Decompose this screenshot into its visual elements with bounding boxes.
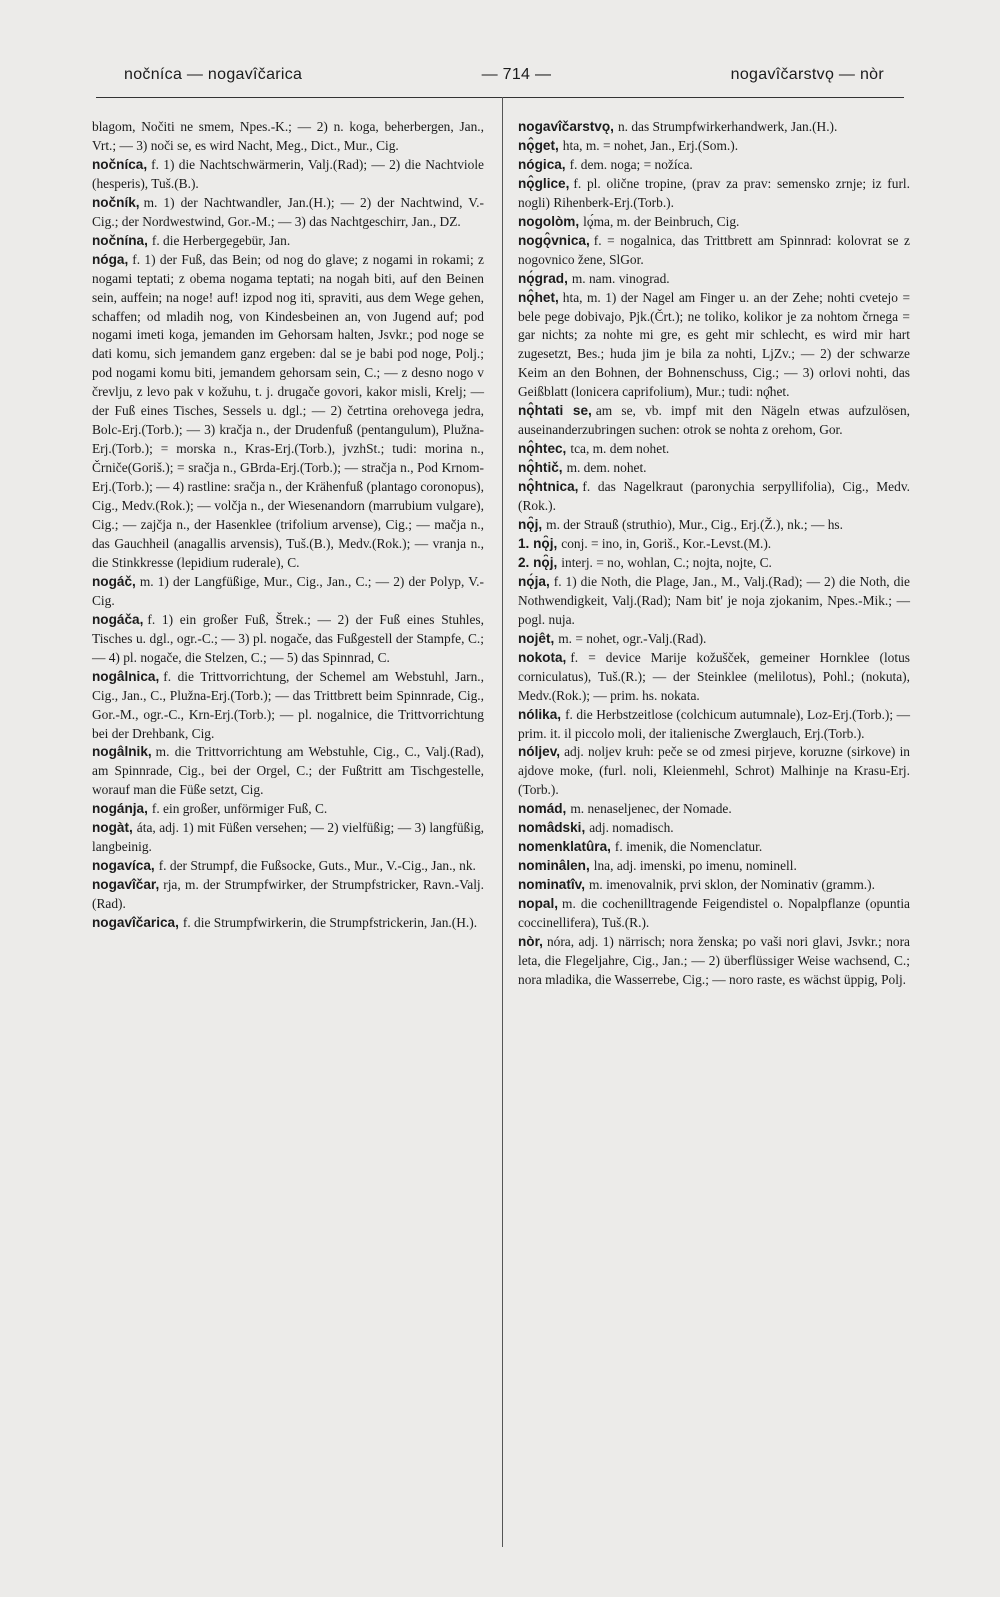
page-header bbox=[124, 60, 884, 90]
entry-headword: nomâdski, bbox=[518, 820, 586, 836]
entry-text: m. dem. nohet. bbox=[566, 460, 647, 476]
entry-headword: nólika, bbox=[518, 706, 562, 722]
entry-text: m. nenaseljenec, der Nomade. bbox=[570, 801, 732, 817]
entry-headword: nòr, bbox=[518, 933, 543, 949]
entry-headword: nopal, bbox=[518, 896, 559, 912]
entry-text: f. = device Marije kožušček, gemeiner Hornklee (lotus corniculatus), Tuš.(R.); — der Steinklee (melilotus), Pohl.; (nokuta), Medv.(Rok.); — prim. hs. nokata. bbox=[518, 649, 910, 703]
dictionary-entry bbox=[518, 459, 910, 478]
entry-headword: nominâlen, bbox=[518, 858, 590, 874]
entry-headword: nǫ̂htič, bbox=[518, 460, 563, 476]
entry-text: f. ein großer, unförmiger Fuß, C. bbox=[151, 801, 328, 817]
entry-text: m. die cochenilltragende Feigendistel o. Nopalpflanze (opuntia coccinellifera), Tuš.(R.). bbox=[518, 896, 910, 931]
entry-headword: nočnína, bbox=[92, 232, 148, 248]
entry-headword: nǫ̂get, bbox=[518, 137, 559, 153]
entry-headword: nogáč, bbox=[92, 573, 136, 589]
entry-headword: nǫ̂glice, bbox=[518, 175, 570, 191]
entry-text: f. die Trittvorrichtung, der Schemel am Webstuhl, Jarn., Cig., Jan., C., Plužna-Erj.(Torb.); — das Trittbrett beim Spinnrade, Cig., Gor.-M., ogr.-C., Krn-Erj.(Torb.); — pl. nogalnice, die Trittvorrichtung bei der Drehbank, Cig. bbox=[92, 668, 484, 741]
entry-headword: nogavíca, bbox=[92, 858, 155, 874]
dictionary-entry bbox=[92, 156, 484, 194]
dictionary-entry bbox=[92, 232, 484, 251]
dictionary-entry bbox=[518, 213, 910, 232]
entry-text: n. das Strumpfwirkerhandwerk, Jan.(H.). bbox=[617, 119, 838, 134]
entry-headword: nogǫ̂vnica, bbox=[518, 232, 590, 248]
right-column bbox=[518, 118, 910, 990]
dictionary-entry bbox=[518, 554, 910, 573]
entry-text: m. 1) der Langfüßige, Mur., Cig., Jan., C.; — 2) der Polyp, V.-Cig. bbox=[92, 573, 484, 608]
dictionary-entry bbox=[518, 137, 910, 156]
dictionary-entry bbox=[518, 743, 910, 800]
entry-text: áta, adj. 1) mit Füßen versehen; — 2) vielfüßig; — 3) langfüßig, langbeinig. bbox=[92, 820, 484, 855]
entry-text: f. die Herbstzeitlose (colchicum autumnale), Loz-Erj.(Torb.); — prim. it. il piccolo moli, der italienische Zwerglauch, Erj.(Torb.). bbox=[518, 706, 910, 741]
entry-headword: nočník, bbox=[92, 194, 140, 210]
entry-headword: nogâlnica, bbox=[92, 668, 160, 684]
entry-text: tca, m. dem nohet. bbox=[570, 441, 670, 457]
left-column bbox=[92, 118, 484, 933]
entry-headword: nomád, bbox=[518, 801, 567, 817]
dictionary-entry bbox=[518, 933, 910, 990]
dictionary-entry bbox=[518, 516, 910, 535]
entry-text: conj. = ino, in, Goriš., Kor.-Levst.(M.). bbox=[561, 535, 772, 551]
entry-text: f. 1) der Fuß, das Bein; od nog do glave; z nogami in rokami; z nogami teptati; z obema nogama teptati; na nogah biti, auf den Beinen sein, auffein; na noge! auf! izpod nog iti, spraviti, aus dem Wege gehen, schaffen; od mladih nog, von Kindesbeinen an, von Jugend auf; pod nogami imeti koga, jemanden im Gehorsam halten, Jsvkr.; pod noge se dati komu, sich jemandem ganz ergeben: dal se je babi pod noge, Polj.; pod nogami komu biti, jemandem gehorsam sein, C.; — z desno nogo v črevlju, z levo pak v kožuhu, t. j. drugače govori, kakor misli, Krelj; — der Fuß eines Tisches, Sessels u. dgl.; — 2) četrtina orehovega jedra, Bolc-Erj.(Torb.); — 3) kračja n., der Drudenfuß (pentangulum), Plužna-Erj.(Torb.); = morska n., Kras-Erj.(Torb.), jvzhSt.; tudi: morina n., Črniče(Goriš.); = sračja n., GBrda-Erj.(Torb.); — stračja n., Pod Krnom-Erj.(Torb.); — 4) rastline: sračja n., der Krähenfuß (plantago coronopus), Cig., Medv.(Rok.); — volčja n., der Wiesenandorn (marrubium vulgare), Cig.; — zajčja n., der Hasenklee (trifolium arvense), Cig.; — mačja n., das Gauchheil (anagallis arvensis), Tuš.(B.), Medv.(Rok.); — vranja n., die Stinkkresse (lepidium ruderale), C. bbox=[92, 251, 484, 570]
entry-headword: nóljev, bbox=[518, 744, 561, 760]
header-left: nočníca — nogavîčarica bbox=[124, 66, 303, 83]
dictionary-entry bbox=[518, 232, 910, 270]
dictionary-entry bbox=[518, 838, 910, 857]
dictionary-entry bbox=[518, 270, 910, 289]
entry-headword: nógica, bbox=[518, 156, 566, 172]
entry-headword: 2. nǫ̑j, bbox=[518, 554, 558, 570]
entry-text: f. dem. noga; = nožíca. bbox=[569, 156, 693, 172]
entry-text: f. der Strumpf, die Fußsocke, Guts., Mur., V.-Cig., Jan., nk. bbox=[158, 858, 476, 874]
entry-headword: nǫ̂htati se, bbox=[518, 403, 592, 419]
entry-text: interj. = no, wohlan, C.; nojta, nojte, C. bbox=[561, 554, 772, 570]
dictionary-entry bbox=[518, 876, 910, 895]
entry-headword: nojêt, bbox=[518, 630, 555, 646]
entry-text: m. 1) der Nachtwandler, Jan.(H.); — 2) der Nachtwind, V.-Cig.; der Nordwestwind, Gor.-M.; — 3) das Nachtgeschirr, Jan., DZ. bbox=[92, 194, 484, 229]
entry-headword: nǫ́grad, bbox=[518, 270, 568, 286]
entry-text: rja, m. der Strumpfwirker, der Strumpfstricker, Ravn.-Valj.(Rad). bbox=[92, 877, 484, 912]
entry-headword: nǫ̑j, bbox=[518, 517, 543, 533]
entry-text: hta, m. = nohet, Jan., Erj.(Som.). bbox=[562, 137, 739, 153]
dictionary-entry bbox=[518, 535, 910, 554]
entry-headword: nogolòm, bbox=[518, 213, 580, 229]
entry-text: adj. noljev kruh: peče se od zmesi pirjeve, koruzne (sirkove) in ajdove moke, (furl. noli, Kleienmehl, Schrot) Malhinje na Krasu-Erj.(Torb.). bbox=[518, 744, 910, 798]
entry-headword: nogánja, bbox=[92, 801, 148, 817]
dictionary-entry bbox=[92, 118, 484, 156]
entry-text: am se, vb. impf mit den Nägeln etwas aufzulösen, auseinanderzubringen suchen: otrok se nohta z orehom, Gor. bbox=[518, 403, 910, 438]
header-right: nogavîčarstvǫ — nòr bbox=[730, 66, 884, 83]
dictionary-entry bbox=[518, 440, 910, 459]
entry-headword: nokota, bbox=[518, 649, 567, 665]
entry-headword: nǫ̂het, bbox=[518, 289, 559, 305]
dictionary-entry bbox=[518, 819, 910, 838]
entry-headword: nogavîčarica, bbox=[92, 915, 179, 931]
dictionary-entry bbox=[518, 156, 910, 175]
entry-headword: nogàt, bbox=[92, 820, 133, 836]
entry-text: f. das Nagelkraut (paronychia serpyllifolia), Cig., Medv.(Rok.). bbox=[518, 479, 910, 514]
entry-text: blagom, Nočiti ne smem, Npes.-K.; — 2) n. koga, beherbergen, Jan., Vrt.; — 3) noči se, es wird Nacht, Meg., Dict., Mur., Cig. bbox=[92, 119, 484, 153]
dictionary-entry bbox=[518, 573, 910, 630]
column-divider bbox=[502, 97, 503, 1547]
entry-headword: nǫ̂htec, bbox=[518, 441, 567, 457]
dictionary-entry bbox=[92, 800, 484, 819]
entry-text: f. 1) die Nachtschwärmerin, Valj.(Rad); — 2) die Nachtviole (hesperis), Tuš.(B.). bbox=[92, 156, 484, 191]
dictionary-entry bbox=[92, 819, 484, 857]
entry-text: m. imenovalnik, prvi sklon, der Nominativ (gramm.). bbox=[588, 877, 875, 893]
dictionary-entry bbox=[518, 630, 910, 649]
entry-text: f. die Strumpfwirkerin, die Strumpfstrickerin, Jan.(H.). bbox=[182, 915, 478, 931]
dictionary-entry bbox=[92, 743, 484, 800]
dictionary-entry bbox=[92, 876, 484, 914]
entry-headword: nočníca, bbox=[92, 156, 148, 172]
entry-text: f. pl. olične tropine, (prav za prav: semensko zrnje; iz furl. nogli) Rihenberk-Erj.(Torb.). bbox=[518, 175, 910, 210]
dictionary-entry bbox=[92, 668, 484, 744]
entry-headword: nóga, bbox=[92, 251, 129, 267]
dictionary-entry bbox=[92, 914, 484, 933]
entry-text: m. der Strauß (struthio), Mur., Cig., Erj.(Ž.), nk.; — hs. bbox=[546, 517, 843, 533]
entry-text: hta, m. 1) der Nagel am Finger u. an der Zehe; nohti cvetejo = bele pege dobivajo, Pjk.(Črt.); ne toliko, kolikor je za nohtom črnega = gar nichts; za nohte mi gre, es geht mir schlecht, es wird mir hart zugesetzt, Bes.; huda jim je bila za nohti, LjZv.; — 2) der schwarze Keim an den Bohnen, der Bohnenschuss, Cig.; — 3) orlovi nohti, das Geißblatt (lonicera caprifolium), Mur.; tudi: nǫ̂het. bbox=[518, 289, 910, 400]
entry-headword: nogavîčarstvǫ, bbox=[518, 119, 614, 134]
entry-headword: nomenklatûra, bbox=[518, 839, 611, 855]
entry-headword: nǫ́ja, bbox=[518, 573, 550, 589]
dictionary-entry bbox=[518, 800, 910, 819]
entry-headword: nogavîčar, bbox=[92, 877, 160, 893]
entry-headword: nogáča, bbox=[92, 611, 144, 627]
entry-text: m. nam. vinograd. bbox=[571, 270, 670, 286]
dictionary-entry bbox=[92, 251, 484, 573]
entry-headword: nogâlnik, bbox=[92, 744, 152, 760]
dictionary-entry bbox=[518, 175, 910, 213]
entry-text: adj. nomadisch. bbox=[589, 820, 674, 836]
entry-text: f. 1) ein großer Fuß, Štrek.; — 2) der Fuß eines Stuhles, Tisches u. dgl., ogr.-C.; — 3) pl. nogače, das Fußgestell der Stampfe, C.; — 4) pl. nogače, die Stelzen, C.; — 5) das Spinnrad, C. bbox=[92, 611, 484, 665]
dictionary-entry bbox=[518, 289, 910, 403]
entry-text: f. = nogalnica, das Trittbrett am Spinnrad: kolovrat se z nogovnico žene, SlGor. bbox=[518, 232, 910, 267]
dictionary-entry bbox=[518, 649, 910, 706]
dictionary-entry bbox=[518, 857, 910, 876]
dictionary-entry bbox=[92, 857, 484, 876]
entry-headword: 1. nǫ̑j, bbox=[518, 535, 558, 551]
dictionary-entry bbox=[518, 706, 910, 744]
dictionary-entry bbox=[518, 478, 910, 516]
entry-text: f. imenik, die Nomenclatur. bbox=[614, 839, 763, 855]
entry-text: f. die Herbergegebür, Jan. bbox=[151, 232, 291, 248]
dictionary-entry bbox=[518, 118, 910, 137]
entry-text: lna, adj. imenski, po imenu, nominell. bbox=[593, 858, 797, 874]
dictionary-entry bbox=[92, 611, 484, 668]
dictionary-entry bbox=[92, 194, 484, 232]
entry-text: m. = nohet, ogr.-Valj.(Rad). bbox=[558, 630, 707, 646]
entry-headword: nominatîv, bbox=[518, 877, 585, 893]
entry-text: f. 1) die Noth, die Plage, Jan., M., Valj.(Rad); — 2) die Noth, die Nothwendigkeit, Valj.(Rad); Nam bit' je noja zjokanim, Npes.-Mik.; — pogl. nuja. bbox=[518, 573, 910, 627]
entry-headword: nǫ̂htnica, bbox=[518, 479, 579, 495]
entry-text: nóra, adj. 1) närrisch; nora ženska; po vaši nori glavi, Jsvkr.; nora leta, die Flegeljahre, Cig., Jan.; — 2) überflüssiger Weise wachsend, C.; nora mladika, die Wasserrebe, Cig.; — noro raste, es wächst üppig, Polj. bbox=[518, 933, 910, 987]
dictionary-entry bbox=[518, 895, 910, 933]
entry-text: m. die Trittvorrichtung am Webstuhle, Cig., C., Valj.(Rad), am Spinnrade, Cig., bei der Orgel, C.; der Fußtritt am Tischgestelle, worauf man die Füße setzt, Cig. bbox=[92, 744, 484, 798]
entry-text: lǫ́ma, m. der Beinbruch, Cig. bbox=[583, 213, 740, 229]
dictionary-entry bbox=[518, 402, 910, 440]
header-rule bbox=[96, 97, 904, 98]
page-number: — 714 — bbox=[481, 66, 552, 83]
dictionary-entry bbox=[92, 573, 484, 611]
